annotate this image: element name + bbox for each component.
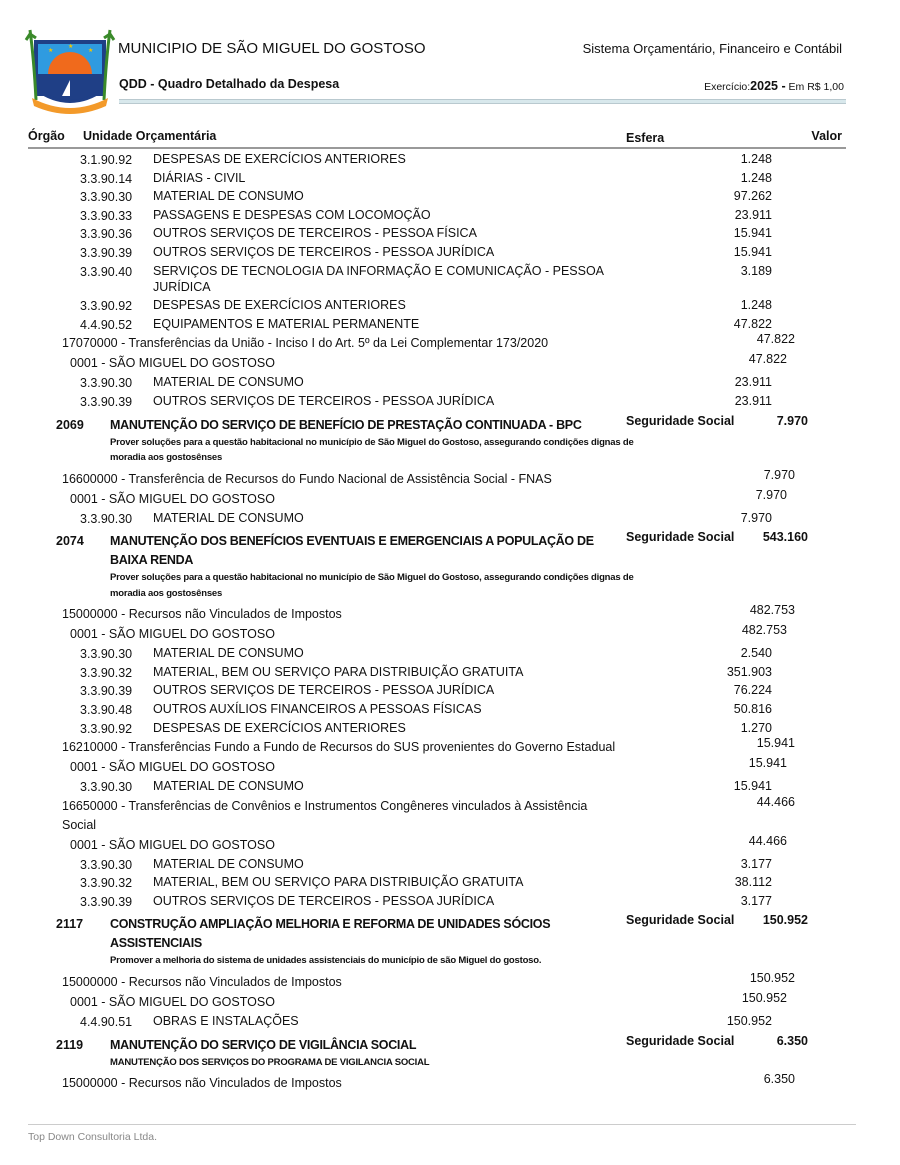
action-description: Prover soluções para a questão habitacional no município de São Miguel do Gostoso, assegurando condições dignas de moradia aos gostosênses — [110, 436, 634, 464]
funding-source-row — [0, 469, 900, 489]
action-title: MANUTENÇÃO DOS BENEFÍCIOS EVENTUAIS E EMERGENCIAIS A POPULAÇÃO DE BAIXA RENDA — [110, 534, 594, 568]
unit-description: 0001 - SÃO MIGUEL DO GOSTOSO — [70, 491, 275, 506]
expense-element-row — [0, 700, 900, 719]
column-header-valor: Valor — [811, 129, 842, 143]
element-value: 7.970 — [740, 510, 772, 525]
element-description: DESPESAS DE EXERCÍCIOS ANTERIORES — [153, 298, 406, 313]
expense-element-row — [0, 150, 900, 169]
unit-value: 47.822 — [748, 352, 787, 367]
funding-source-row — [0, 972, 900, 992]
element-code: 4.4.90.51 — [80, 1014, 133, 1029]
action-title: MANUTENÇÃO DO SERVIÇO DE BENEFÍCIO DE PRESTAÇÃO CONTINUADA - BPC — [110, 417, 582, 432]
expense-element-row — [0, 892, 900, 911]
svg-text:★: ★ — [88, 48, 94, 54]
action-title: CONSTRUÇÃO AMPLIAÇÃO MELHORIA E REFORMA DE UNIDADES SÓCIOS ASSISTENCIAIS — [110, 917, 551, 951]
element-code: 3.3.90.92 — [80, 299, 133, 314]
element-code: 3.3.90.92 — [80, 721, 133, 736]
action-title: MANUTENÇÃO DO SERVIÇO DE VIGILÂNCIA SOCIAL — [110, 1037, 417, 1052]
funding-source-description: 16210000 - Transferências Fundo a Fundo de Recursos do SUS provenientes do Governo Estadual — [62, 740, 616, 755]
footer-divider — [28, 1124, 856, 1125]
element-code: 4.4.90.52 — [80, 317, 133, 332]
expense-element-row — [0, 206, 900, 225]
element-description: OUTROS SERVIÇOS DE TERCEIROS - PESSOA JURÍDICA — [153, 683, 495, 698]
expense-element-row — [0, 644, 900, 663]
unit-row — [0, 489, 900, 509]
unit-description: 0001 - SÃO MIGUEL DO GOSTOSO — [70, 760, 275, 775]
element-description: MATERIAL DE CONSUMO — [153, 189, 304, 204]
element-description: SERVIÇOS DE TECNOLOGIA DA INFORMAÇÃO E COMUNICAÇÃO - PESSOA JURÍDICA — [153, 263, 604, 294]
unit-value: 482.753 — [741, 623, 787, 638]
element-code: 3.3.90.30 — [80, 857, 133, 872]
funding-source-value: 7.970 — [763, 467, 795, 482]
funding-source-value: 47.822 — [756, 332, 795, 347]
action-code: 2117 — [56, 917, 84, 932]
expense-element-row — [0, 663, 900, 682]
element-description: EQUIPAMENTOS E MATERIAL PERMANENTE — [153, 316, 420, 331]
column-header-divider — [28, 147, 846, 149]
funding-source-value: 44.466 — [756, 794, 795, 809]
element-code: 3.3.90.30 — [80, 190, 133, 205]
svg-text:★: ★ — [48, 48, 54, 54]
element-description: MATERIAL DE CONSUMO — [153, 779, 304, 794]
exercise-info — [704, 79, 844, 93]
expense-element-row — [0, 1012, 900, 1031]
element-value: 23.911 — [734, 375, 772, 390]
unit-row — [0, 835, 900, 855]
element-description: MATERIAL, BEM OU SERVIÇO PARA DISTRIBUIÇÃO GRATUITA — [153, 875, 524, 890]
expense-element-row — [0, 169, 900, 188]
element-description: DIÁRIAS - CIVIL — [153, 170, 246, 185]
element-value: 15.941 — [733, 226, 772, 241]
action-value: 6.350 — [776, 1033, 808, 1048]
element-description: OUTROS SERVIÇOS DE TERCEIROS - PESSOA JURÍDICA — [153, 393, 495, 408]
header-divider — [119, 99, 846, 104]
element-description: PASSAGENS E DESPESAS COM LOCOMOÇÃO — [153, 207, 431, 222]
element-value: 1.270 — [740, 720, 772, 735]
element-value: 1.248 — [740, 170, 772, 185]
element-code: 3.3.90.39 — [80, 684, 133, 699]
expense-element-row — [0, 296, 900, 315]
expense-element-row — [0, 373, 900, 392]
exercise-label: Exercício: — [704, 81, 751, 93]
expense-element-row — [0, 719, 900, 738]
action-esfera: Seguridade Social — [626, 1033, 735, 1048]
action-row — [0, 910, 900, 972]
element-value: 3.189 — [740, 263, 772, 278]
municipal-coat-of-arms-logo — [26, 30, 114, 112]
expense-element-row — [0, 873, 900, 892]
element-description: OUTROS SERVIÇOS DE TERCEIROS - PESSOA FÍSICA — [153, 226, 477, 241]
element-description: DESPESAS DE EXERCÍCIOS ANTERIORES — [153, 720, 406, 735]
element-value: 2.540 — [740, 646, 772, 661]
element-description: OUTROS SERVIÇOS DE TERCEIROS - PESSOA JURÍDICA — [153, 893, 495, 908]
element-code: 3.3.90.30 — [80, 780, 133, 795]
expense-element-row — [0, 187, 900, 206]
element-description: MATERIAL DE CONSUMO — [153, 510, 304, 525]
action-esfera: Seguridade Social — [626, 913, 735, 928]
action-esfera: Seguridade Social — [626, 413, 735, 428]
funding-source-description: 15000000 - Recursos não Vinculados de Impostos — [62, 607, 342, 622]
element-code: 3.3.90.33 — [80, 208, 133, 223]
element-value: 150.952 — [726, 1013, 772, 1028]
action-description: Prover soluções para a questão habitacional no município de São Miguel do Gostoso, assegurando condições dignas de moradia aos gostosênses — [110, 572, 634, 599]
funding-source-description: 16650000 - Transferências de Convênios e Instrumentos Congêneres vinculados à Assistência Social — [62, 798, 588, 832]
funding-source-value: 482.753 — [749, 603, 795, 618]
element-value: 3.177 — [740, 856, 772, 871]
column-header-unidade: Unidade Orçamentária — [83, 129, 217, 143]
unit-row — [0, 992, 900, 1012]
action-row — [0, 411, 900, 469]
element-description: OUTROS SERVIÇOS DE TERCEIROS - PESSOA JURÍDICA — [153, 244, 495, 259]
action-value: 150.952 — [762, 913, 808, 928]
action-code: 2119 — [56, 1037, 84, 1052]
funding-source-row — [0, 333, 900, 353]
funding-source-value: 150.952 — [749, 970, 795, 985]
element-code: 3.3.90.30 — [80, 647, 133, 662]
element-value: 3.177 — [740, 893, 772, 908]
element-description: MATERIAL DE CONSUMO — [153, 375, 304, 390]
expense-rows — [0, 150, 900, 1093]
funding-source-description: 16600000 - Transferência de Recursos do Fundo Nacional de Assistência Social - FNAS — [62, 471, 552, 486]
municipality-title: MUNICIPIO DE SÃO MIGUEL DO GOSTOSO — [118, 40, 426, 57]
action-description: Promover a melhoria do sistema de unidades assistenciais do município de são Miguel do gostoso. — [110, 955, 542, 967]
footer-company: Top Down Consultoria Ltda. — [28, 1131, 157, 1143]
action-row — [0, 527, 900, 604]
element-description: OUTROS AUXÍLIOS FINANCEIROS A PESSOAS FÍSICAS — [153, 701, 482, 716]
element-code: 3.3.90.30 — [80, 511, 133, 526]
svg-text:★: ★ — [68, 44, 74, 50]
report-title: QDD - Quadro Detalhado da Despesa — [119, 77, 340, 91]
action-value: 7.970 — [776, 413, 808, 428]
element-code: 3.3.90.39 — [80, 394, 133, 409]
expense-element-row — [0, 855, 900, 874]
element-value: 23.911 — [734, 393, 772, 408]
element-value: 15.941 — [733, 779, 772, 794]
funding-source-description: 15000000 - Recursos não Vinculados de Impostos — [62, 1076, 342, 1091]
element-value: 15.941 — [733, 244, 772, 259]
exercise-year: 2025 - — [750, 79, 786, 93]
element-code: 3.3.90.30 — [80, 376, 133, 391]
expense-element-row — [0, 509, 900, 528]
unit-value: 150.952 — [741, 990, 787, 1005]
element-code: 3.3.90.14 — [80, 171, 133, 186]
action-row — [0, 1031, 900, 1074]
action-code: 2069 — [56, 417, 84, 432]
element-code: 3.3.90.39 — [80, 894, 133, 909]
element-code: 3.3.90.39 — [80, 245, 133, 260]
element-value: 50.816 — [733, 701, 772, 716]
unit-value: 15.941 — [748, 756, 787, 771]
funding-source-value: 6.350 — [763, 1072, 795, 1087]
funding-source-description: 17070000 - Transferências da União - Inciso I do Art. 5º da Lei Complementar 173/2020 — [62, 336, 549, 351]
unit-value: 7.970 — [755, 487, 787, 502]
system-name: Sistema Orçamentário, Financeiro e Contábil — [582, 41, 842, 56]
element-code: 3.3.90.36 — [80, 227, 133, 242]
element-value: 47.822 — [733, 316, 772, 331]
element-description: MATERIAL DE CONSUMO — [153, 646, 304, 661]
element-value: 351.903 — [726, 664, 772, 679]
expense-element-row — [0, 315, 900, 334]
expense-element-row — [0, 224, 900, 243]
element-code: 3.3.90.32 — [80, 876, 133, 891]
unit-row — [0, 353, 900, 373]
element-code: 3.3.90.40 — [80, 264, 133, 279]
unit-row — [0, 624, 900, 644]
expense-element-row — [0, 392, 900, 411]
funding-source-description: 15000000 - Recursos não Vinculados de Impostos — [62, 974, 342, 989]
element-value: 76.224 — [733, 683, 772, 698]
element-code: 3.3.90.32 — [80, 665, 133, 680]
funding-source-row — [0, 737, 900, 757]
element-value: 23.911 — [734, 207, 772, 222]
unit-description: 0001 - SÃO MIGUEL DO GOSTOSO — [70, 994, 275, 1009]
unit-description: 0001 - SÃO MIGUEL DO GOSTOSO — [70, 627, 275, 642]
element-description: MATERIAL DE CONSUMO — [153, 856, 304, 871]
element-description: MATERIAL, BEM OU SERVIÇO PARA DISTRIBUIÇÃO GRATUITA — [153, 664, 524, 679]
element-value: 97.262 — [733, 189, 772, 204]
expense-element-row — [0, 777, 900, 796]
element-code: 3.3.90.48 — [80, 702, 133, 717]
expense-element-row — [0, 243, 900, 262]
expense-element-row — [0, 262, 900, 297]
unit-description: 0001 - SÃO MIGUEL DO GOSTOSO — [70, 837, 275, 852]
element-value: 1.248 — [740, 298, 772, 313]
element-value: 38.112 — [734, 875, 772, 890]
funding-source-row — [0, 1073, 900, 1093]
action-description: MANUTENÇÃO DOS SERVIÇOS DO PROGRAMA DE VIGILANCIA SOCIAL — [110, 1056, 430, 1068]
currency-note: Em R$ 1,00 — [788, 81, 844, 93]
unit-row — [0, 757, 900, 777]
expense-element-row — [0, 681, 900, 700]
element-value: 1.248 — [740, 152, 772, 166]
column-header-esfera: Esfera — [626, 131, 665, 145]
funding-source-row — [0, 796, 900, 835]
funding-source-row — [0, 604, 900, 624]
action-esfera: Seguridade Social — [626, 530, 735, 545]
element-description: DESPESAS DE EXERCÍCIOS ANTERIORES — [153, 152, 406, 166]
element-code: 3.1.90.92 — [80, 153, 133, 167]
action-value: 543.160 — [762, 530, 808, 545]
column-header-orgao: Órgão — [28, 129, 65, 143]
action-code: 2074 — [56, 534, 84, 549]
element-description: OBRAS E INSTALAÇÕES — [153, 1013, 299, 1028]
unit-description: 0001 - SÃO MIGUEL DO GOSTOSO — [70, 356, 275, 371]
funding-source-value: 15.941 — [756, 736, 795, 751]
unit-value: 44.466 — [748, 833, 787, 848]
